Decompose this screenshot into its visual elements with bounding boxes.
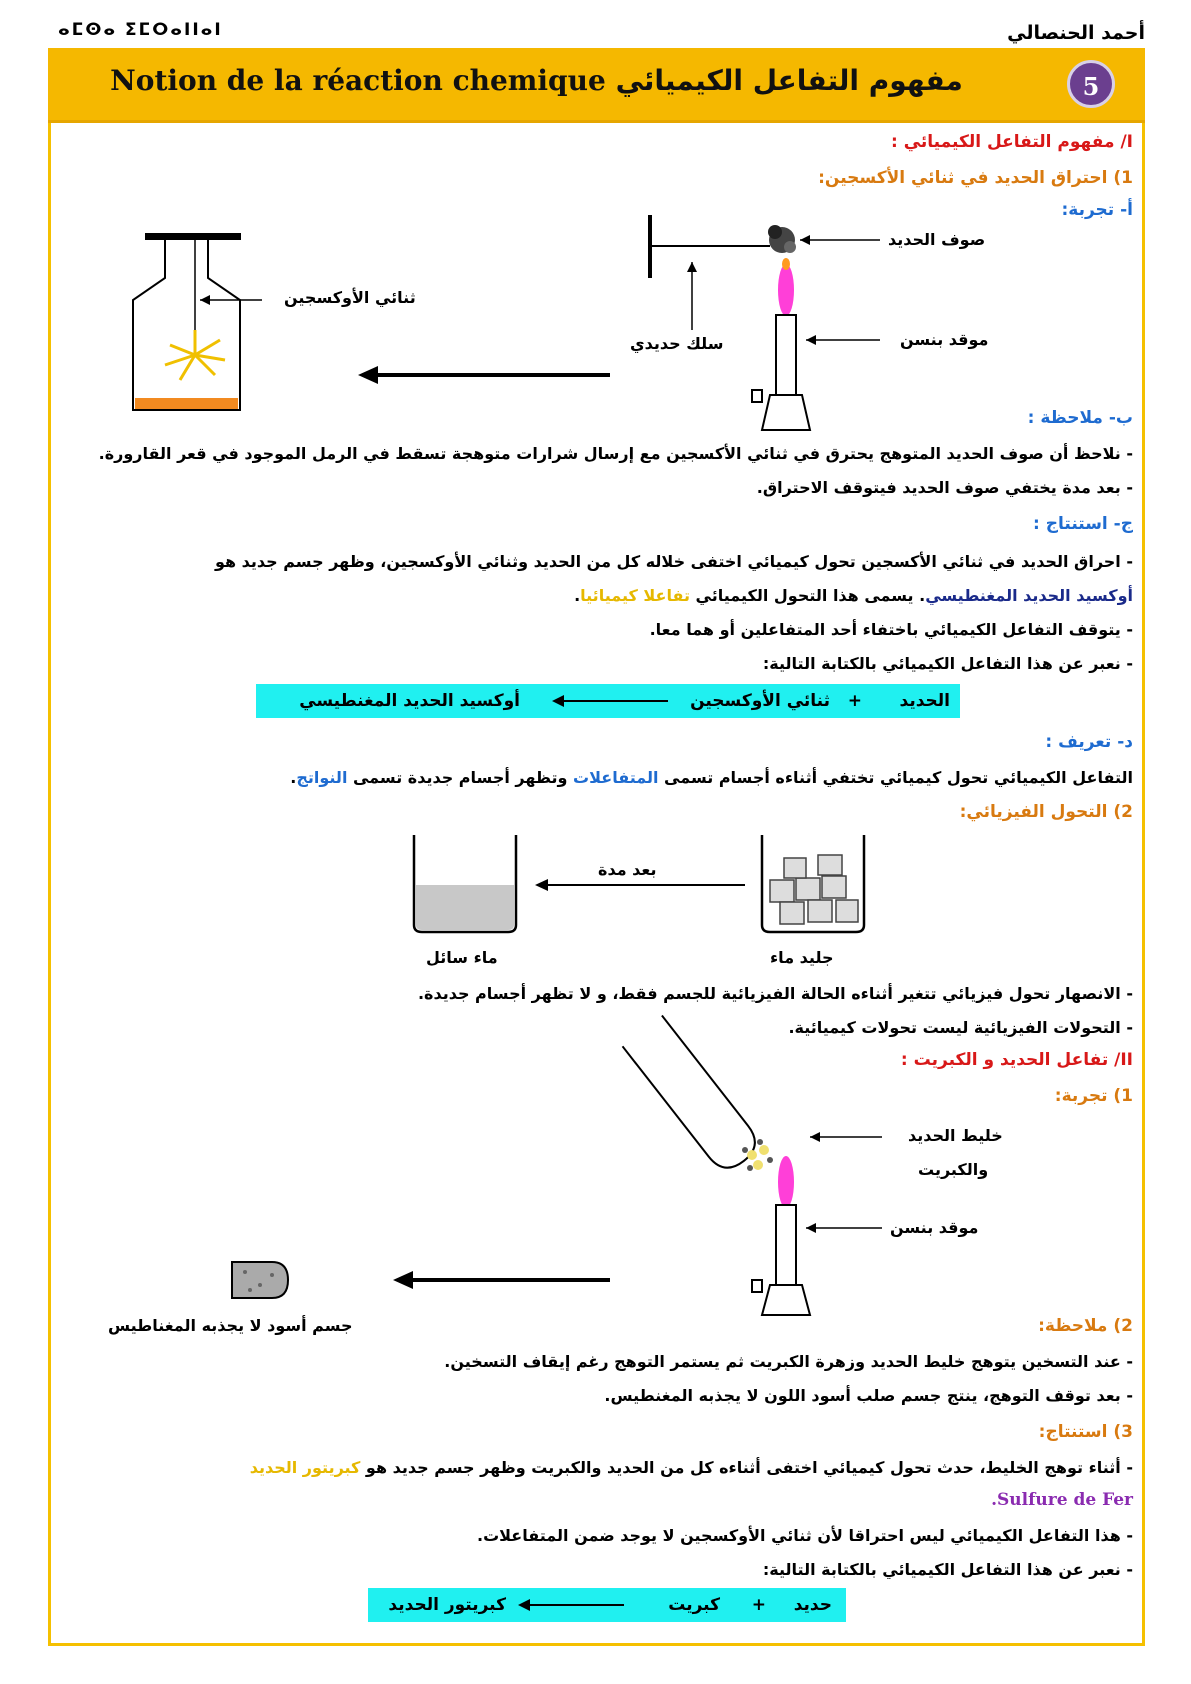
product-name: أوكسيد الحديد المغنطيسي	[925, 586, 1133, 605]
physical-paragraph-1: - الانصهار تحول فيزيائي تتغير أثناءه الحالة الفيزيائية للجسم فقط، و لا تظهر أجسام جديدة.	[417, 984, 1133, 1003]
eq2-reactant-sulfur: كبريت	[668, 1595, 720, 1615]
observation-1: - نلاحظ أن صوف الحديد المتوهج يحترق في ثنائي الأكسجين مع إرسال شرارات متوهجة تسقط في الرمل الموجود في قعر القارورة.	[98, 444, 1133, 463]
french-term: Sulfure de Fer.	[991, 1490, 1133, 1510]
equation-2	[368, 1588, 846, 1622]
author-name: أحمد الحنصالي	[1007, 22, 1145, 44]
term-iron-sulfide: كبريتور الحديد	[249, 1458, 361, 1477]
eq1-reactant-iron: الحديد	[899, 691, 950, 711]
label-black-product: جسم أسود لا يجذبه المغناطيس	[108, 1316, 353, 1335]
conclusion-2-text: . يسمى هذا التحول الكيميائي	[689, 586, 926, 605]
observation-2-1: - عند التسخين يتوهج خليط الحديد وزهرة الكبريت ثم يستمر التوهج رغم إيقاف التسخين.	[444, 1352, 1133, 1371]
label-steel-wool: صوف الحديد	[888, 230, 986, 249]
term-reactants: المتفاعلات	[573, 768, 659, 787]
conclusion-2-1	[250, 1458, 1133, 1477]
label-after-time: بعد مدة	[598, 860, 657, 879]
lesson-number-badge: 5	[1067, 60, 1115, 108]
definition-label: د- تعريف :	[1045, 732, 1133, 752]
label-mixture-1: خليط الحديد	[908, 1126, 1003, 1145]
term-products: النواتج	[296, 768, 348, 787]
conclusion-2-2: - هذا التفاعل الكيميائي ليس احتراقا لأن ثنائي الأوكسجين لا يوجد ضمن المتفاعلات.	[477, 1526, 1133, 1545]
conclusion-2-1-text: - أثناء توهج الخليط، حدث تحول كيميائي اختفى أثناءه كل من الحديد والكبريت وظهر جسم جديد هو	[360, 1458, 1133, 1477]
label-iron-wire: سلك حديدي	[630, 334, 724, 353]
subsection-1-heading: 1) احتراق الحديد في ثنائي الأكسجين:	[818, 168, 1133, 188]
eq1-plus: +	[847, 691, 862, 711]
label-oxygen: ثنائي الأوكسجين	[284, 288, 416, 307]
observation-label: ب- ملاحظة :	[1027, 408, 1133, 428]
eq1-product: أوكسيد الحديد المغنطيسي	[299, 691, 520, 711]
conclusion-2-heading: 3) استنتاج:	[1038, 1422, 1133, 1442]
section-2-heading: II/ تفاعل الحديد و الكبريت :	[900, 1050, 1133, 1070]
observation-2: - بعد مدة يختفي صوف الحديد فيتوقف الاحتراق.	[756, 478, 1133, 497]
label-mixture-2: والكبريت	[918, 1160, 989, 1179]
eq1-reactant-oxygen: ثنائي الأوكسجين	[690, 691, 830, 711]
chemical-reaction-term: تفاعلا كيميائيا	[580, 586, 690, 605]
observation-2-heading: 2) ملاحظة:	[1038, 1316, 1133, 1336]
definition-part-c: وتظهر أجسام جديدة تسمى	[347, 768, 574, 787]
eq2-product: كبريتور الحديد	[388, 1595, 506, 1615]
conclusion-2-end: .	[574, 586, 581, 605]
physical-paragraph-2: - التحولات الفيزيائية ليست تحولات كيميائية.	[788, 1018, 1133, 1037]
definition-end: .	[290, 768, 297, 787]
label-ice: جليد ماء	[770, 948, 834, 967]
label-burner: موقد بنسن	[900, 330, 989, 349]
conclusion-label: ج- استنتاج :	[1033, 514, 1133, 534]
experiment-2-heading: 1) تجربة:	[1054, 1086, 1133, 1106]
physical-change-heading: 2) التحول الفيزيائي:	[959, 802, 1133, 822]
definition-part-a: التفاعل الكيميائي تحول كيميائي تختفي أثناءه أجسام تسمى	[658, 768, 1133, 787]
eq2-reactant-iron: حديد	[793, 1595, 832, 1615]
title-french: Notion de la réaction chemique	[110, 64, 606, 97]
observation-2-2: - بعد توقف التوهج، ينتج جسم صلب أسود اللون لا يجذبه المغنطيس.	[604, 1386, 1133, 1405]
experiment-label: أ- تجربة:	[1061, 200, 1133, 220]
conclusion-1: - احراق الحديد في ثنائي الأكسجين تحول كيميائي اختفى خلاله كل من الحديد وثنائي الأوكسجين، وظهر جسم جديد هو	[214, 552, 1133, 571]
eq2-plus: +	[751, 1595, 766, 1615]
label-liquid-water: ماء سائل	[426, 948, 498, 967]
title-arabic: مفهوم التفاعل الكيميائي	[615, 64, 963, 97]
conclusion-3: - يتوقف التفاعل الكيميائي باختفاء أحد المتفاعلين أو هما معا.	[649, 620, 1133, 639]
label-burner-2: موقد بنسن	[890, 1218, 979, 1237]
conclusion-4: - نعبر عن هذا التفاعل الكيميائي بالكتابة التالية:	[762, 654, 1133, 673]
section-1-heading: I/ مفهوم التفاعل الكيميائي :	[890, 132, 1133, 152]
conclusion-2-3: - نعبر عن هذا التفاعل الكيميائي بالكتابة التالية:	[762, 1560, 1133, 1579]
tifinagh-header: ⴰⵎⵙⴰ ⵉⵎⵔⴰⵏⵏⴰⵏ	[58, 20, 223, 40]
